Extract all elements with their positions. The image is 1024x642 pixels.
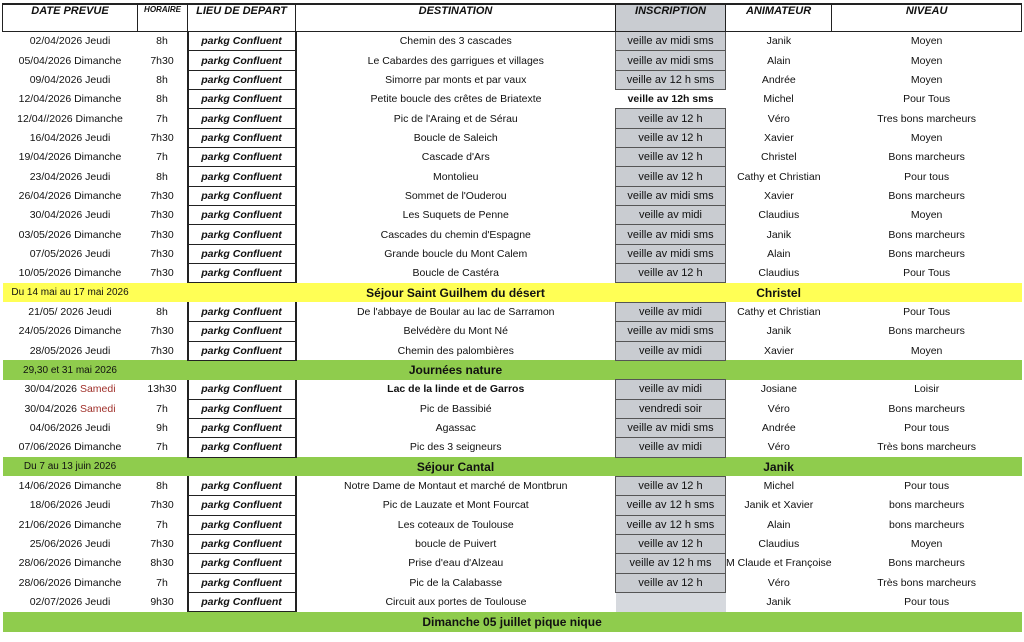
hike-row [3, 380, 1022, 399]
hike-row [3, 70, 1022, 89]
hike-row [3, 554, 1022, 573]
inscription-cell: veille av 12 h sms [616, 496, 726, 515]
header-inscription: INSCRIPTION [616, 4, 726, 32]
inscription-cell: veille av midi [616, 438, 726, 457]
lieu-cell: parkg Confluent [188, 167, 296, 186]
lieu-cell: parkg Confluent [188, 496, 296, 515]
destination-cell: Boucle de Saleich [413, 131, 498, 144]
horaire-cell: 7h [156, 402, 168, 415]
band-empty [138, 360, 188, 379]
niveau-cell: Pour tous [904, 170, 950, 183]
hike-row [3, 264, 1022, 283]
horaire-cell: 7h30 [150, 538, 174, 551]
lieu-cell: parkg Confluent [188, 341, 296, 360]
inscription-cell [616, 592, 726, 611]
hike-row [3, 32, 1022, 51]
lieu-cell: parkg Confluent [188, 186, 296, 205]
horaire-cell: 7h30 [150, 267, 174, 280]
lieu-cell: parkg Confluent [188, 399, 296, 418]
horaire-cell: 7h30 [150, 209, 174, 222]
date-cell [3, 90, 138, 109]
band-date: Du 14 mai au 17 mai 2026 [3, 283, 138, 302]
date-cell [3, 341, 138, 360]
lieu-cell: parkg Confluent [188, 592, 296, 611]
destination-cell: Prise d'eau d'Alzeau [408, 557, 504, 570]
lieu-cell: parkg Confluent [188, 515, 296, 534]
horaire-cell: 7h [156, 151, 168, 164]
animateur-cell: Andrée [761, 73, 796, 86]
hike-row [3, 128, 1022, 147]
hike-row [3, 148, 1022, 167]
weekday-text: Samedi [79, 383, 116, 396]
lieu-cell: parkg Confluent [188, 438, 296, 457]
niveau-cell: Moyen [910, 35, 943, 48]
inscription-cell: veille av midi [616, 206, 726, 225]
date-cell [3, 225, 138, 244]
date-text: 21/05/ 2026 Jeudi [28, 305, 112, 318]
date-cell [3, 496, 138, 515]
niveau-cell: Pour Tous [903, 267, 951, 280]
niveau-cell: Bons marcheurs [888, 189, 965, 202]
animateur-cell: Christel [761, 151, 797, 164]
horaire-cell: 7h30 [150, 499, 174, 512]
date-cell [3, 322, 138, 341]
date-text: 19/04/2026 Dimanche [18, 151, 122, 164]
lieu-cell: parkg Confluent [188, 148, 296, 167]
lieu-cell: parkg Confluent [188, 554, 296, 573]
inscription-cell: veille av midi sms [616, 32, 726, 51]
lieu-cell: parkg Confluent [188, 51, 296, 70]
section-band-row [3, 283, 1022, 302]
schedule-body [3, 32, 1022, 632]
niveau-cell: Pour Tous [903, 305, 951, 318]
lieu-cell: parkg Confluent [188, 573, 296, 592]
horaire-cell: 8h [156, 480, 168, 493]
destination-cell: Montolieu [432, 170, 479, 183]
date-text: 16/04/2026 Jeudi [29, 131, 111, 144]
animateur-cell: Andrée [761, 422, 796, 435]
horaire-cell: 7h30 [150, 131, 174, 144]
hike-row [3, 186, 1022, 205]
niveau-cell: Pour tous [904, 422, 950, 435]
inscription-cell: vendredi soir [616, 399, 726, 418]
band-empty [832, 360, 1022, 379]
lieu-cell: parkg Confluent [188, 302, 296, 321]
destination-cell: Pic de l'Araing et de Sérau [393, 112, 518, 125]
band-empty [138, 457, 188, 476]
footer-note: Dimanche 05 juillet pique nique [3, 612, 1022, 632]
inscription-cell: veille av midi sms [616, 418, 726, 437]
horaire-cell: 13h30 [147, 383, 177, 396]
animateur-cell: Véro [767, 576, 790, 589]
animateur-cell: Alain [767, 54, 791, 67]
inscription-cell: veille av midi sms [616, 244, 726, 263]
date-cell [3, 438, 138, 457]
lieu-cell: parkg Confluent [188, 225, 296, 244]
inscription-cell: veille av 12 h [616, 128, 726, 147]
hike-row [3, 109, 1022, 128]
header-niveau: NIVEAU [832, 4, 1022, 32]
destination-cell: Pic de Bassibié [419, 402, 492, 415]
header-animateur: ANIMATEUR [726, 4, 832, 32]
destination-cell: Sommet de l'Ouderou [404, 189, 507, 202]
inscription-cell: veille av midi sms [616, 186, 726, 205]
date-cell [3, 380, 138, 399]
inscription-cell: veille av 12 h [616, 476, 726, 495]
inscription-cell: veille av midi [616, 302, 726, 321]
animateur-cell: Véro [767, 441, 790, 454]
hike-row [3, 515, 1022, 534]
niveau-cell: Bons marcheurs [888, 247, 965, 260]
date-cell [3, 399, 138, 418]
band-empty [832, 283, 1022, 302]
inscription-cell: veille av midi sms [616, 225, 726, 244]
horaire-cell: 9h30 [150, 596, 174, 609]
animateur-cell: Janik et Xavier [744, 499, 814, 512]
date-cell [3, 573, 138, 592]
band-date: 29,30 et 31 mai 2026 [3, 360, 138, 379]
horaire-cell: 8h [156, 93, 168, 106]
niveau-cell: Pour tous [904, 480, 950, 493]
niveau-cell: Moyen [910, 131, 943, 144]
horaire-cell: 8h [156, 73, 168, 86]
band-date: Du 7 au 13 juin 2026 [3, 457, 138, 476]
date-cell [3, 186, 138, 205]
hike-row [3, 438, 1022, 457]
date-cell [3, 32, 138, 51]
horaire-cell: 9h [156, 422, 168, 435]
header-lieu: LIEU DE DEPART [188, 4, 296, 32]
date-cell [3, 206, 138, 225]
niveau-cell: Bons marcheurs [888, 557, 965, 570]
band-empty [616, 360, 726, 379]
lieu-cell: parkg Confluent [188, 534, 296, 553]
date-cell [3, 534, 138, 553]
hike-row [3, 399, 1022, 418]
hike-row [3, 206, 1022, 225]
footer-band-row [3, 612, 1022, 632]
date-cell [3, 554, 138, 573]
date-text: 05/04/2026 Dimanche [18, 54, 122, 67]
animateur-cell: Cathy et Christian [737, 170, 821, 183]
animateur-cell: Alain [767, 518, 791, 531]
hike-row [3, 573, 1022, 592]
niveau-cell: Moyen [910, 73, 943, 86]
inscription-cell: veille av 12 h ms [616, 554, 726, 573]
destination-cell: Agassac [435, 422, 476, 435]
niveau-cell: Pour Tous [903, 93, 951, 106]
date-cell [3, 109, 138, 128]
date-text: 25/06/2026 Jeudi [29, 538, 111, 551]
lieu-cell: parkg Confluent [188, 32, 296, 51]
destination-cell: Boucle de Castéra [412, 267, 499, 280]
horaire-cell: 7h30 [150, 189, 174, 202]
date-cell [3, 148, 138, 167]
niveau-cell: Loisir [914, 383, 940, 396]
date-cell [3, 128, 138, 147]
animateur-cell: Claudius [758, 267, 800, 280]
animateur-cell: Janik [766, 35, 792, 48]
date-cell [3, 515, 138, 534]
date-cell [3, 476, 138, 495]
date-text: 12/04/2026 Dimanche [18, 93, 122, 106]
date-text: 07/05/2026 Jeudi [29, 247, 111, 260]
horaire-cell: 7h30 [150, 247, 174, 260]
destination-cell: Petite boucle des crêtes de Briatexte [370, 93, 542, 106]
animateur-cell: Xavier [763, 131, 794, 144]
animateur-cell: Michel [763, 93, 794, 106]
inscription-cell: veille av 12 h [616, 148, 726, 167]
band-animateur [726, 360, 832, 379]
schedule-table [2, 3, 1022, 632]
destination-cell: Lac de la linde et de Garros [387, 383, 525, 396]
lieu-cell: parkg Confluent [188, 264, 296, 283]
animateur-cell: Janik [766, 596, 791, 609]
niveau-cell: Moyen [910, 344, 943, 357]
hike-row [3, 476, 1022, 495]
niveau-cell: Moyen [910, 538, 943, 551]
header-destination: DESTINATION [296, 4, 616, 32]
hike-row [3, 592, 1022, 611]
niveau-cell: Tres bons marcheurs [877, 112, 977, 125]
destination-cell: Cascade d'Ars [421, 151, 490, 164]
date-cell [3, 70, 138, 89]
niveau-cell: Moyen [910, 209, 943, 222]
inscription-cell: veille av 12 h [616, 534, 726, 553]
inscription-cell: veille av 12 h sms [616, 515, 726, 534]
hike-row [3, 167, 1022, 186]
date-text: 10/05/2026 Dimanche [18, 267, 122, 280]
lieu-cell: parkg Confluent [188, 380, 296, 399]
date-cell [3, 244, 138, 263]
date-text: 09/04/2026 Jeudi [29, 73, 111, 86]
horaire-cell: 7h [156, 112, 168, 125]
date-cell [3, 167, 138, 186]
date-text: 30/04/2026 [24, 402, 78, 415]
lieu-cell: parkg Confluent [188, 109, 296, 128]
inscription-cell: veille av 12 h [616, 573, 726, 592]
horaire-cell: 7h30 [150, 228, 174, 241]
animateur-cell: Claudius [758, 538, 800, 551]
band-empty [188, 360, 296, 379]
horaire-cell: 8h [156, 170, 168, 183]
lieu-cell: parkg Confluent [188, 206, 296, 225]
destination-cell: Pic de Lauzate et Mont Fourcat [382, 499, 529, 512]
date-text: 30/04/2026 Jeudi [29, 209, 111, 222]
horaire-cell: 8h30 [150, 557, 174, 570]
horaire-cell: 8h [156, 305, 168, 318]
date-text: 26/04/2026 Dimanche [18, 189, 122, 202]
destination-cell: Pic des 3 seigneurs [409, 441, 502, 454]
hike-row [3, 322, 1022, 341]
inscription-cell: veille av 12h sms [627, 93, 714, 106]
animateur-cell: Josiane [760, 383, 797, 396]
weekday-text: Samedi [79, 402, 116, 415]
inscription-cell: veille av 12 h [616, 264, 726, 283]
niveau-cell: Moyen [910, 54, 943, 67]
niveau-cell: Très bons marcheurs [877, 576, 977, 589]
inscription-cell: veille av 12 h [616, 167, 726, 186]
niveau-cell: Bons marcheurs [888, 402, 965, 415]
niveau-cell: bons marcheurs [888, 499, 965, 512]
band-empty [188, 283, 296, 302]
animateur-cell: Janik [766, 325, 792, 338]
destination-cell: Pic de la Calabasse [409, 576, 503, 589]
destination-cell: De l'abbaye de Boular au lac de Sarramon [356, 305, 555, 318]
destination-cell: Chemin des palombières [397, 344, 514, 357]
horaire-cell: 7h [156, 576, 168, 589]
destination-cell: Notre Dame de Montaut et marché de Montbrun [343, 480, 568, 493]
animateur-cell: Véro [767, 402, 790, 415]
section-band-row [3, 360, 1022, 379]
horaire-cell: 7h30 [150, 54, 174, 67]
lieu-cell: parkg Confluent [188, 90, 296, 109]
band-empty [188, 457, 296, 476]
inscription-cell: veille av 12 h [616, 109, 726, 128]
niveau-cell: Bons marcheurs [888, 151, 965, 164]
date-text: 02/07/2026 Jeudi [29, 596, 111, 609]
destination-cell: Belvédère du Mont Né [403, 325, 508, 338]
date-cell [3, 51, 138, 70]
animateur-cell: Cathy et Christian [737, 305, 821, 318]
animateur-cell: Claudius [758, 209, 800, 222]
animateur-cell: Xavier [763, 189, 794, 202]
destination-cell: Les Suquets de Penne [402, 209, 509, 222]
band-empty [616, 457, 726, 476]
date-cell [3, 302, 138, 321]
inscription-cell: veille av 12 h sms [616, 70, 726, 89]
date-text: 28/05/2026 Jeudi [29, 344, 111, 357]
lieu-cell: parkg Confluent [188, 128, 296, 147]
band-animateur: Christel [726, 283, 832, 302]
date-text: 28/06/2026 Dimanche [18, 557, 122, 570]
inscription-cell: veille av midi [616, 341, 726, 360]
niveau-cell: Bons marcheurs [888, 228, 965, 241]
hike-row [3, 225, 1022, 244]
lieu-cell: parkg Confluent [188, 70, 296, 89]
hike-row [3, 496, 1022, 515]
band-title: Séjour Cantal [296, 457, 616, 476]
horaire-cell: 8h [156, 35, 168, 48]
date-text: 02/04/2026 Jeudi [29, 35, 111, 48]
date-text: 21/06/2026 Dimanche [18, 518, 122, 531]
lieu-cell: parkg Confluent [188, 244, 296, 263]
niveau-cell: Bons marcheurs [888, 325, 965, 338]
date-cell [3, 592, 138, 611]
animateur-cell: Michel [763, 480, 794, 493]
band-empty [616, 283, 726, 302]
band-animateur: Janik [726, 457, 832, 476]
hike-row [3, 90, 1022, 109]
date-text: 18/06/2026 Jeudi [29, 499, 111, 512]
date-text: 07/06/2026 Dimanche [18, 441, 122, 454]
destination-cell: Grande boucle du Mont Calem [384, 247, 528, 260]
section-band-row [3, 457, 1022, 476]
band-empty [832, 457, 1022, 476]
date-text: 03/05/2026 Dimanche [18, 228, 122, 241]
date-text: 23/04/2026 Jeudi [29, 170, 111, 183]
animateur-cell: Janik [766, 228, 792, 241]
date-text: 28/06/2026 Dimanche [18, 576, 122, 589]
inscription-cell: veille av midi [616, 380, 726, 399]
destination-cell: Simorre par monts et par vaux [385, 73, 527, 86]
horaire-cell: 7h [156, 441, 168, 454]
date-cell [3, 264, 138, 283]
inscription-cell: veille av midi sms [616, 322, 726, 341]
header-horaire: HORAIRE [138, 4, 188, 32]
lieu-cell: parkg Confluent [188, 476, 296, 495]
hike-row [3, 51, 1022, 70]
date-text: 24/05/2026 Dimanche [18, 325, 122, 338]
hike-row [3, 244, 1022, 263]
hike-row [3, 418, 1022, 437]
niveau-cell: Très bons marcheurs [877, 441, 977, 454]
horaire-cell: 7h30 [150, 344, 174, 357]
animateur-cell: Alain [767, 247, 791, 260]
date-text: 14/06/2026 Dimanche [18, 480, 122, 493]
date-text: 12/04//2026 Dimanche [17, 112, 123, 125]
destination-cell: Les coteaux de Toulouse [397, 518, 514, 531]
animateur-cell: Véro [767, 112, 790, 125]
destination-cell: Le Cabardes des garrigues et villages [367, 54, 544, 67]
horaire-cell: 7h30 [150, 325, 174, 338]
hike-row [3, 534, 1022, 553]
animateur-cell: Xavier [763, 344, 794, 357]
destination-cell: Circuit aux portes de Toulouse [385, 596, 527, 609]
lieu-cell: parkg Confluent [188, 418, 296, 437]
animateur-cell: M Claude et Françoise [726, 557, 832, 570]
destination-cell: boucle de Puivert [415, 538, 497, 551]
niveau-cell: Pour tous [904, 596, 950, 609]
band-title: Séjour Saint Guilhem du désert [296, 283, 616, 302]
date-cell [3, 418, 138, 437]
date-text: 30/04/2026 [24, 383, 78, 396]
niveau-cell: bons marcheurs [888, 518, 965, 531]
destination-cell: Cascades du chemin d'Espagne [380, 228, 531, 241]
hike-row [3, 302, 1022, 321]
inscription-cell: veille av midi sms [616, 51, 726, 70]
date-text: 04/06/2026 Jeudi [29, 422, 111, 435]
horaire-cell: 7h [156, 518, 168, 531]
header-row [3, 4, 1022, 32]
lieu-cell: parkg Confluent [188, 322, 296, 341]
band-title: Journées nature [296, 360, 616, 379]
header-date: DATE PREVUE [3, 4, 138, 32]
band-empty [138, 283, 188, 302]
hike-row [3, 341, 1022, 360]
destination-cell: Chemin des 3 cascades [399, 35, 512, 48]
